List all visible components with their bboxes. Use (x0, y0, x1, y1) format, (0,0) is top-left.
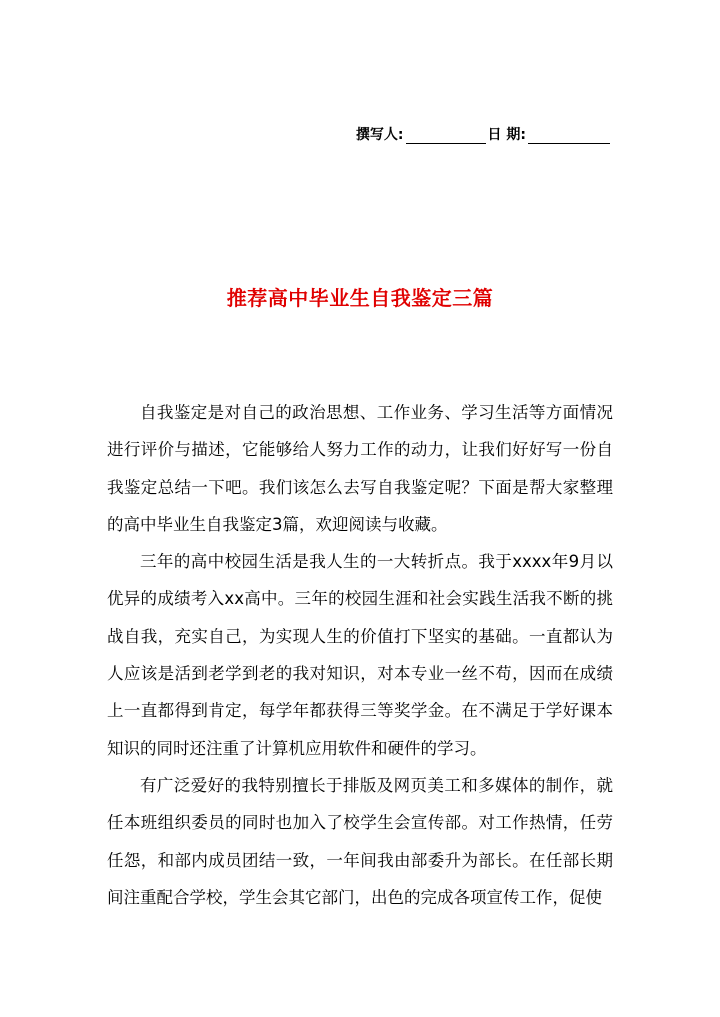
document-body (107, 394, 613, 916)
date-blank (528, 129, 610, 144)
paragraph: 自我鉴定是对自己的政治思想、工作业务、学习生活等方面情况进行评价与描述，它能够给人努力工作的动力，让我们好好写一份自我鉴定总结一下吧。我们该怎么去写自我鉴定呢？下面是帮大家整理的高中毕业生自我鉴定3篇，欢迎阅读与收藏。 (107, 403, 613, 534)
author-label: 撰写人: (355, 127, 404, 143)
author-blank (406, 129, 486, 144)
date-label: 日 期: (487, 127, 526, 143)
paragraph: 三年的高中校园生活是我人生的一大转折点。我于xxxx年9月以优异的成绩考入xx高中。三年的校园生涯和社会实践生活我不断的挑战自我，充实自己，为实现人生的价值打下坚实的基础。一直都认为人应该是活到老学到老的我对知识，对本专业一丝不苟，因而在成绩上一直都得到肯定，每学年都获得三等奖学金。在不满足于学好课本知识的同时还注重了计算机应用软件和硬件的学习。 (107, 552, 613, 758)
author-date-line (356, 124, 612, 144)
document-title: 推荐高中毕业生自我鉴定三篇 (226, 286, 494, 310)
paragraph: 有广泛爱好的我特别擅长于排版及网页美工和多媒体的制作，就任本班组织委员的同时也加入了校学生会宣传部。对工作热情，任劳任怨，和部内成员团结一致，一年间我由部委升为部长。在任部长期间注重配合学校，学生会其它部门，出色的完成各项宣传工作，促使 (107, 775, 613, 907)
